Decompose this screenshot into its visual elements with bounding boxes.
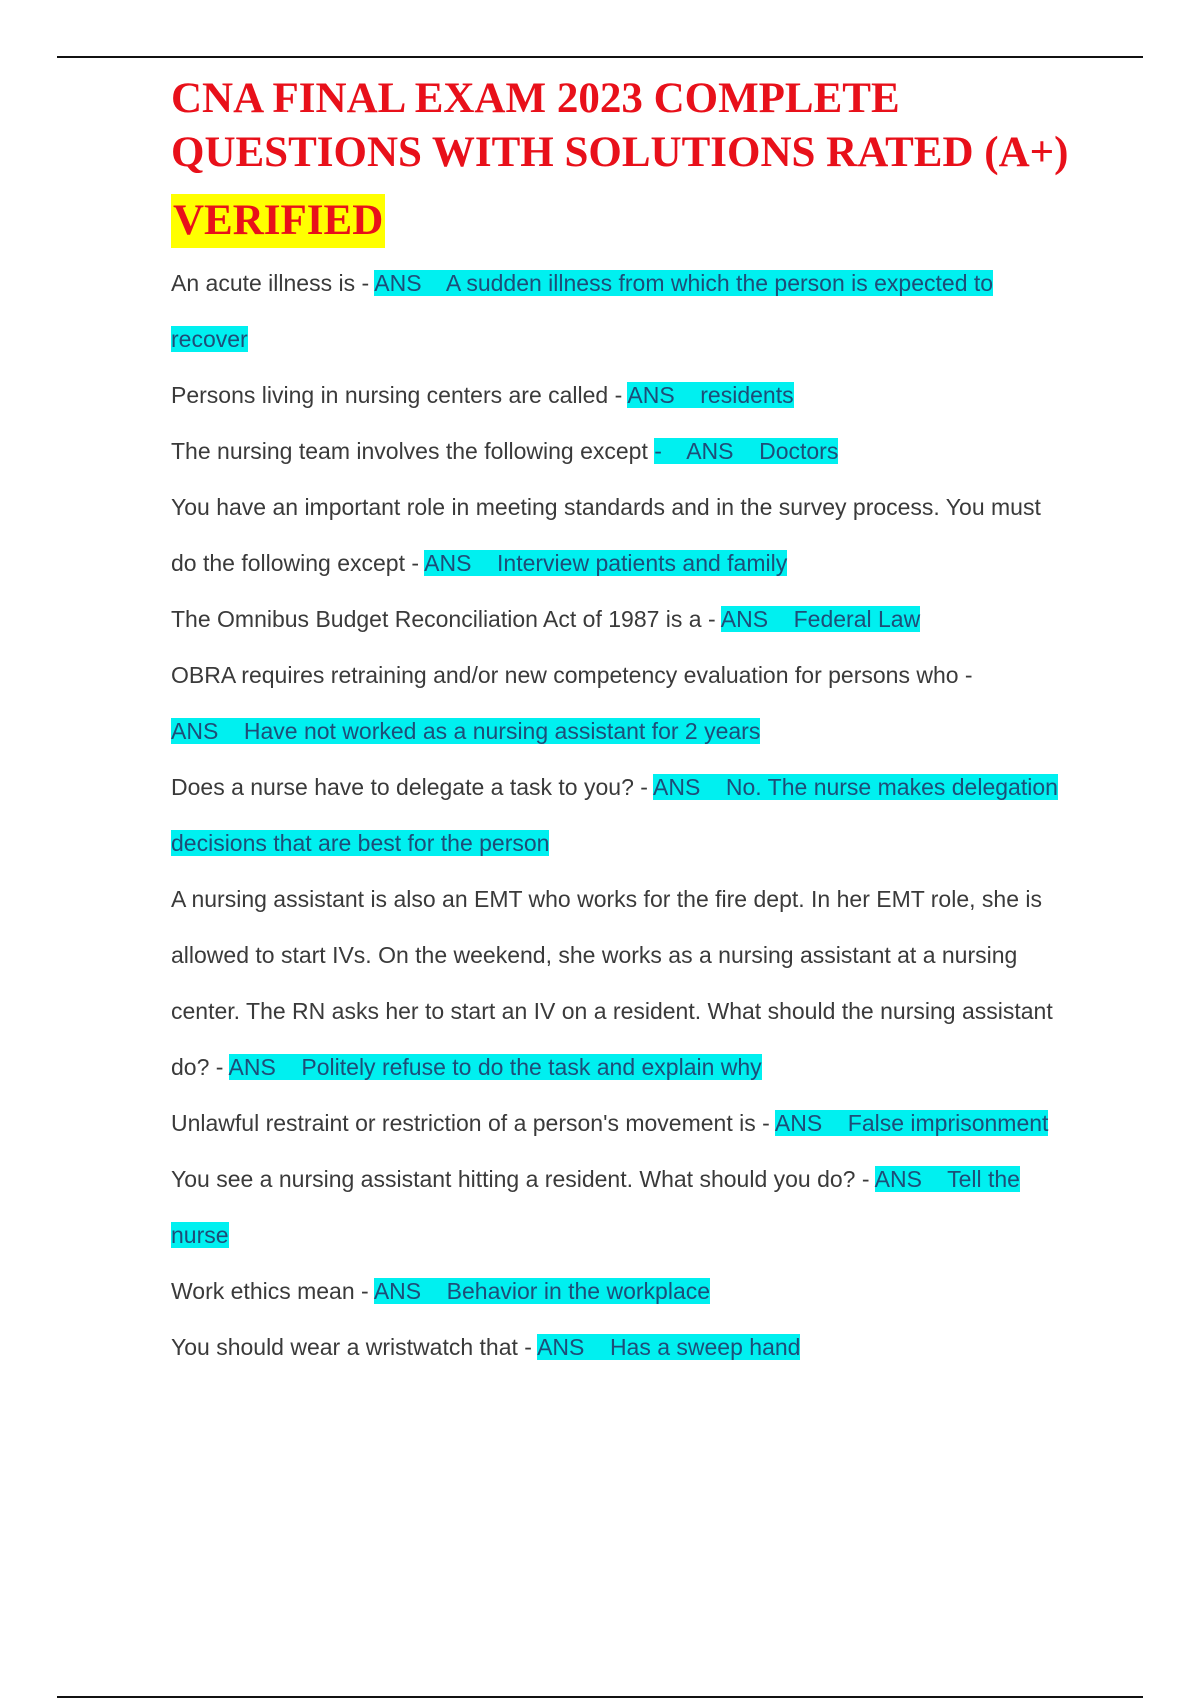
question-item [171,367,1071,423]
answer-highlight [229,1054,762,1080]
question-item [171,647,1071,759]
answer-tag: ANS [171,718,244,744]
document-title: CNA FINAL EXAM 2023 COMPLETE QUESTIONS WITH SOLUTIONS RATED (A+) [171,75,1069,176]
question-item [171,1319,1071,1375]
question-text: Unlawful restraint or restriction of a person's movement is - [171,1110,775,1136]
answer-tag: - ANS [654,438,760,464]
answer-text: Have not worked as a nursing assistant for 2 years [243,718,761,744]
verified-row [171,194,1071,250]
question-text: Work ethics mean - [171,1278,374,1304]
question-item [171,479,1071,591]
answer-text: Has a sweep hand [609,1334,801,1360]
bottom-divider [57,1696,1143,1698]
answer-highlight [374,1278,710,1304]
question-text: OBRA requires retraining and/or new competency evaluation for persons who - [171,662,973,688]
answer-text: A sudden illness from which the person is expected to recover [171,270,994,352]
answer-highlight [721,606,920,632]
question-text: The nursing team involves the following except [171,438,655,464]
question-text: A nursing assistant is also an EMT who works for the fire dept. In her EMT role, she is allowed to start IVs. On the weekend, she works as a nursing assistant at a nursing center. The RN asks her to start an IV on a resident. What should the nursing assistant do? - [171,886,1053,1080]
answer-highlight [537,1334,800,1360]
question-item [171,591,1071,647]
question-item [171,759,1071,871]
document-body [171,72,1071,1375]
answer-highlight [775,1110,1049,1136]
verified-badge: VERIFIED [171,194,385,248]
answer-tag: ANS [373,1278,447,1304]
question-text: You have an important role in meeting standards and in the survey process. You must do the following except - [171,494,1041,576]
question-text: Does a nurse have to delegate a task to you? - [171,774,654,800]
answer-tag: ANS [653,774,726,800]
answer-highlight [627,382,793,408]
question-item [171,871,1071,1095]
answer-text: Behavior in the workplace [446,1278,711,1304]
question-list [171,255,1071,1375]
answer-text: Doctors [759,438,839,464]
question-text: You should wear a wristwatch that - [171,1334,538,1360]
answer-text: Interview patients and family [497,550,788,576]
answer-tag: ANS [374,270,446,296]
question-item [171,423,1071,479]
question-text: Persons living in nursing centers are called - [171,382,628,408]
answer-highlight [424,550,787,576]
question-item [171,1095,1071,1151]
answer-text: No. The nurse makes delegation decisions that are best for the person [171,774,1058,856]
answer-text: Politely refuse to do the task and explain why [301,1054,762,1080]
answer-text: Tell the nurse [171,1166,1020,1248]
question-text: You see a nursing assistant hitting a resident. What should you do? - [171,1166,875,1192]
answer-tag: ANS [627,382,701,408]
question-item [171,1151,1071,1263]
answer-text: residents [700,382,794,408]
answer-tag: ANS [537,1334,610,1360]
top-divider [57,56,1143,58]
answer-tag: ANS [720,606,794,632]
question-item [171,1263,1071,1319]
answer-text: Federal Law [793,606,921,632]
question-text: The Omnibus Budget Reconciliation Act of 1987 is a - [171,606,721,632]
answer-highlight [171,718,760,744]
question-text: An acute illness is - [171,270,375,296]
question-item [171,255,1071,367]
answer-tag: ANS [424,550,498,576]
answer-tag: ANS [228,1054,302,1080]
answer-tag: ANS [874,1166,948,1192]
answer-highlight [654,438,838,464]
answer-text: False imprisonment [847,1110,1049,1136]
answer-tag: ANS [774,1110,848,1136]
